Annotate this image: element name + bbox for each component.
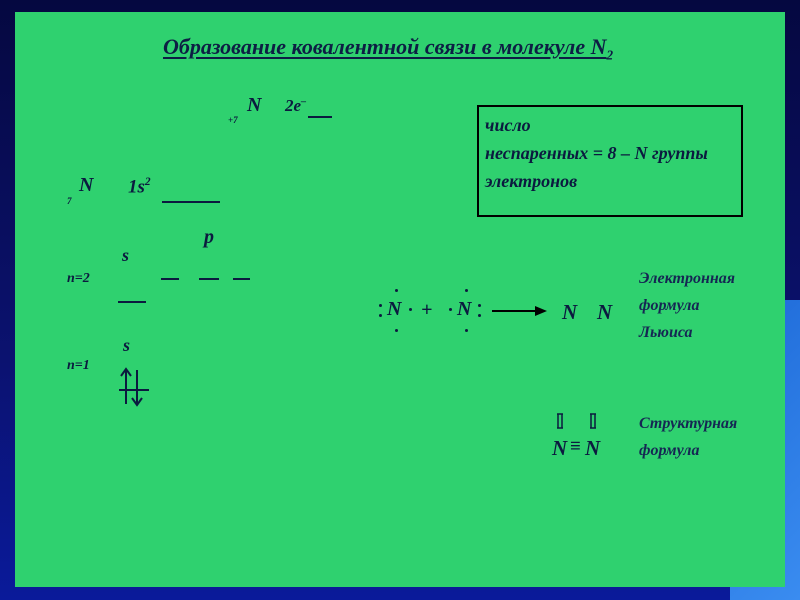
slide-title — [163, 34, 613, 63]
p-orbital-label: p — [204, 226, 214, 248]
n2-level-label: n=2 — [67, 271, 90, 286]
ion-charge: +7 — [228, 115, 238, 125]
lewis-result-left-atom: N — [562, 300, 578, 324]
box-line-1: число — [485, 115, 531, 135]
n1-level-label: n=1 — [67, 358, 90, 373]
p-orbital-line-1 — [161, 278, 179, 280]
triple-bond: ≡ — [570, 436, 581, 457]
s-orbital-line-n2 — [118, 301, 146, 303]
title-subscript: 2 — [606, 47, 614, 63]
lewis-caption-line-3: Льюиса — [639, 324, 693, 341]
p-orbital-line-2 — [199, 278, 219, 280]
reaction-arrow-line — [492, 310, 537, 312]
ion-config-text: 2e — [285, 96, 302, 115]
ion-orbital-line — [308, 116, 332, 118]
structural-caption-line-1: Структурная — [639, 415, 738, 432]
structural-left-atom: N — [552, 436, 568, 460]
atom-config-sup: 2 — [144, 176, 151, 188]
ion-config — [285, 96, 306, 116]
box-line-2: неспаренных = 8 – N группы — [485, 143, 708, 163]
ion-config-mark: – — [301, 96, 307, 108]
atom-config — [128, 176, 151, 198]
atom-config-line — [162, 201, 220, 203]
ion-symbol: N — [247, 94, 262, 116]
atom-config-text: 1s — [128, 176, 145, 198]
box-line-3: электронов — [485, 171, 578, 191]
structural-right-atom: N — [585, 436, 601, 460]
structural-caption-line-2: формула — [639, 442, 700, 459]
unpaired-electrons-box — [477, 105, 743, 217]
lewis-plus: + — [421, 299, 433, 321]
lewis-caption-line-2: формула — [639, 297, 700, 314]
lewis-caption-line-1: Электронная — [639, 270, 735, 287]
reaction-arrow-icon — [535, 306, 547, 316]
atom-number: 7 — [67, 196, 72, 206]
s-orbital-label-n1: s — [123, 335, 131, 355]
lewis-right-atom: N — [457, 298, 472, 320]
p-orbital-line-3 — [233, 278, 250, 280]
lewis-left-atom: N — [387, 298, 402, 320]
paired-electrons-icon — [115, 364, 155, 408]
lewis-result-right-atom: N — [597, 300, 613, 324]
lone-pair-marks-icon — [555, 410, 605, 430]
slide-content — [15, 12, 785, 587]
title-text: Образование ковалентной связи в молекуле N — [163, 34, 607, 59]
atom-symbol: N — [79, 174, 94, 196]
s-orbital-label-n2: s — [122, 245, 130, 265]
